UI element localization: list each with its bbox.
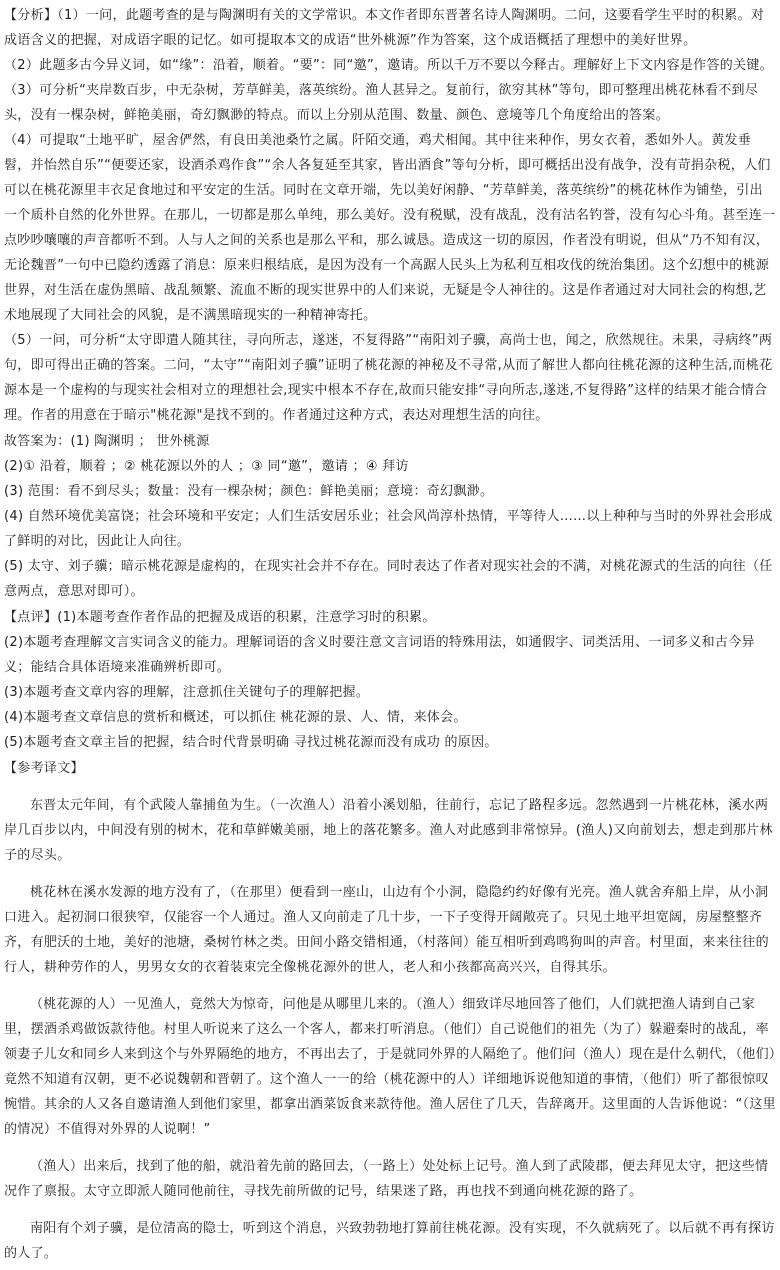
answer-2: (2)① 沿着，顺着 ；② 桃花源以外的人 ；③ 同“邀”，邀请 ；④ 拜访 [4,459,409,474]
analysis-paragraph-1: 【分析】（1）一问，此题考查的是与陶渊明有关的文学常识。本文作者即东晋著名诗人陶渊明。二问，这要看学生平时的积累。对成语含义的把握，对成语字眼的记忆。如可提取本文的成语“世外桃源”作为答案，这个成语概括了理想中的美好世界。 [4,8,765,48]
analysis-paragraph-2: （2）此题多古今异义词，如“缘”：沿着，顺着。“要”：同“邀”，邀请。所以千万不要以今释古。理解好上下文内容是作答的关键。 [4,58,773,73]
translation-section [4,756,776,1266]
analysis-paragraph-4: （4）可提取“土地平旷，屋舍俨然，有良田美池桑竹之属。阡陌交通，鸡犬相闻。其中往来种作，男女衣着，悉如外人。黄发垂髫，并怡然自乐”“便要还家，设酒杀鸡作食”“余人各复延至其家，皆出酒食”等句分析，即可概括出没有战争，没有苛捐杂税，人们可以在桃花源里丰衣足食地过和平安定的生活。同时在文章开端，先以美好闲静、“芳草鲜美，落英缤纷”的桃花林作为铺垫，引出一个质朴自然的化外世界。在那儿，一切都是那么单纯，那么美好。没有税赋，没有战乱，没有沽名钓誉，没有勾心斗角。甚至连一点吵吵嚷嚷的声音都听不到。人与人之间的关系也是那么平和，那么诚恳。造成这一切的原因，作者没有明说，但从“乃不知有汉，无论魏晋”一句中已隐约透露了消息：原来归根结底，是因为没有一个高踞人民头上为私利互相攻伐的统治集团。这个幻想中的桃源世界，对生活在虚伪黑暗、战乱频繁、流血不断的现实世界中的人们来说，无疑是令人神往的。这是作者通过对大同社会的构想,艺术地展现了大同社会的风貌，是不满黑暗现实的一种精神寄托。 [4,133,776,323]
translation-paragraph-2: 桃花林在溪水发源的地方没有了，（在那里）便看到一座山，山边有个小洞，隐隐约约好像有光亮。渔人就舍弃船上岸，从小洞口进入。起初洞口很狭窄，仅能容一个人通过。渔人又向前走了几十步，一下子变得开阔敞亮了。只见土地平坦宽阔，房屋整整齐齐，有肥沃的土地，美好的池塘，桑树竹林之类。田间小路交错相通，（村落间）能互相听到鸡鸣狗叫的声音。村里面，来来往往的行人，耕种劳作的人，男男女女的衣着装束完全像桃花源外的世人，老人和小孩都高高兴兴，自得其乐。 [4,885,769,975]
comment-paragraph-3: (3)本题考查文章内容的理解，注意抓住关键句子的理解把握。 [4,685,370,700]
translation-paragraph-3: （桃花源的人）一见渔人，竟然大为惊奇，问他是从哪里儿来的。（渔人）细致详尽地回答了他们，人们就把渔人请到自己家里，摆酒杀鸡做饭款待他。村里人听说来了这么一个客人，都来打听消息。（他们）自己说他们的祖先（为了）躲避秦时的战乱，率领妻子儿女和同乡人来到这个与外界隔绝的地方，不再出去了，于是就同外界的人隔绝了。他们问（渔人）现在是什么朝代，（他们）竟然不知道有汉朝，更不必说魏朝和晋朝了。这个渔人一一的给（桃花源中的人）详细地诉说他知道的事情，（他们）听了都很惊叹惋惜。其余的人又各自邀请渔人到他们家里，都拿出酒菜饭食来款待他。渔人居住了几天，告辞离开。这里面的人告诉他说：“（这里的情况）不值得对外界的人说啊！” [4,997,776,1137]
translation-paragraph-5: 南阳有个刘子骥，是位清高的隐士，听到这个消息，兴致勃勃地打算前往桃花源。没有实现，不久就病死了。以后就不再有探访的人了。 [4,1221,775,1261]
analysis-paragraph-3: （3）可分析“夹岸数百步，中无杂树，芳草鲜美，落英缤纷。渔人甚异之。复前行，欲穷其林”等句，即可整理出桃花林看不到尽头，没有一棵杂树，鲜艳美丽，奇幻飘渺的特点。而以上分别从范围、数量、颜色、意境等几个角度给出的答案。 [4,83,759,123]
comment-paragraph-4: (4)本题考查文章信息的赏析和概述，可以抓住 桃花源的景、人、情，来体会。 [4,710,467,725]
answer-intro: 故答案为：(1) 陶渊明 ； 世外桃源 [4,434,210,449]
comment-section [4,605,776,755]
comment-paragraph-1: 【点评】(1)本题考查作者作品的把握及成语的积累，注意学习时的积累。 [4,610,436,625]
answers-section [4,429,776,604]
translation-paragraph-4: （渔人）出来后，找到了他的船，就沿着先前的路回去，（一路上）处处标上记号。渔人到了武陵郡，便去拜见太守，把这些情况作了禀报。太守立即派人随同他前往，寻找先前所做的记号，结果迷了路，再也找不到通向桃花源的路了。 [4,1159,769,1199]
analysis-paragraph-5: （5）一问，可分析“太守即遣人随其往，寻向所志，遂迷，不复得路”“南阳刘子骥，高尚士也，闻之，欣然规往。未果，寻病终”两句，即可得出正确的答案。二问，“太守”“南阳刘子骥”证明了桃花源的神秘及不寻常,从而了解世人都向往桃花源的这种生活,而桃花源本是一个虚构的与现实社会相对立的理想社会,现实中根本不存在,故而只能安排“寻向所志,遂迷,不复得路”这样的结果才能合情合理。作者的用意在于暗示"桃花源"是找不到的。作者通过这种方式，表达对理想生活的向往。 [4,333,773,423]
analysis-label: 【分析】 [4,8,58,23]
translation-label: 【参考译文】 [4,761,84,776]
analysis-section [4,3,776,428]
comment-label: 【点评】 [4,610,58,625]
comment-paragraph-2: (2)本题考查理解文言实词含义的能力。理解词语的含义时要注意文言词语的特殊用法，如通假字、词类活用、一词多义和古今异义；能结合具体语境来准确辨析即可。 [4,635,755,675]
answer-4: (4) 自然环境优美富饶；社会环境和平安定；人们生活安居乐业；社会风尚淳朴热情，平等待人……以上种种与当时的外界社会形成了鲜明的对比，因此让人向往。 [4,509,773,549]
answer-3: (3) 范围：看不到尽头；数量：没有一棵杂树；颜色：鲜艳美丽；意境：奇幻飘渺。 [4,484,494,499]
comment-paragraph-5: (5)本题考查文章主旨的把握，结合时代背景明确 寻找过桃花源而没有成功 的原因。 [4,735,498,750]
answer-5: (5) 太守、刘子骥；暗示桃花源是虚构的，在现实社会并不存在。同时表达了作者对现实社会的不满，对桃花源式的生活的向往（任意两点，意思对即可）。 [4,559,773,599]
translation-paragraph-1: 东晋太元年间，有个武陵人靠捕鱼为生。（一次渔人）沿着小溪划船，往前行，忘记了路程多远。忽然遇到一片桃花林，溪水两岸几百步以内，中间没有别的树木，花和草鲜嫩美丽，地上的落花繁多。渔人对此感到非常惊异。(渔人)又向前划去，想走到那片林子的尽头。 [4,798,773,863]
